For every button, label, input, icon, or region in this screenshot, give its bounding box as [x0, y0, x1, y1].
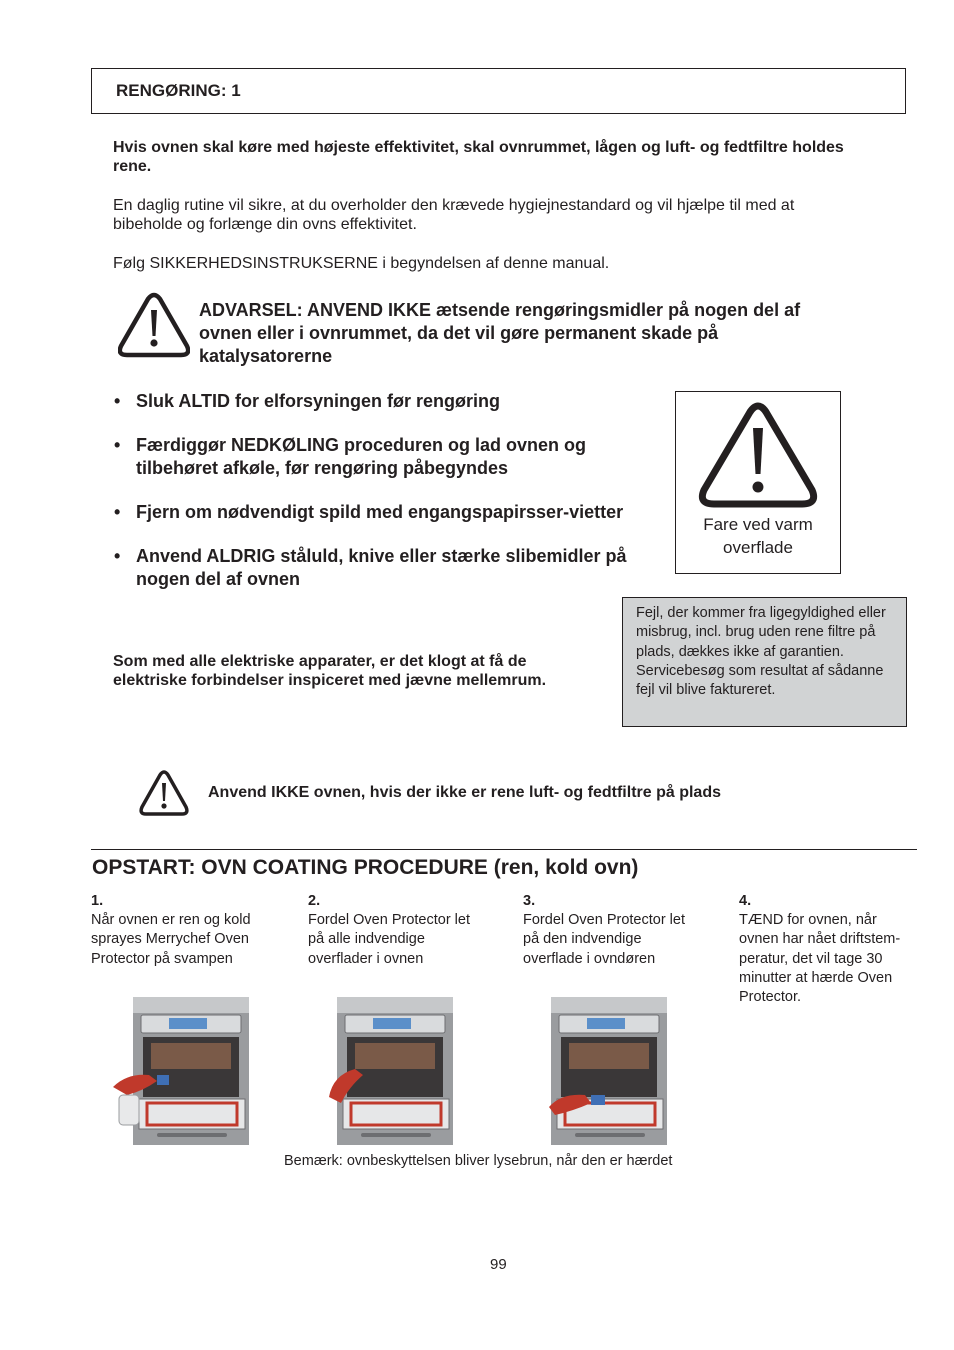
- step-3: [523, 892, 703, 969]
- list-item: • Anvend ALDRIG ståluld, knive eller stærke slibemidler på nogen del af ovnen: [112, 545, 632, 591]
- warning-corrosive-text: ADVARSEL: ANVEND IKKE ætsende rengøringsmidler på nogen del af ovnen eller i ovnrummet, da det vil gøre permanent skade på katalysatorerne: [199, 300, 801, 366]
- warning-icon: [139, 770, 189, 816]
- page-number: 99: [490, 1256, 507, 1273]
- hot-surface-warning-icon: [698, 402, 818, 510]
- step-number: 3.: [523, 893, 536, 909]
- warranty-note: Fejl, der kommer fra ligegyldighed eller misbrug, incl. brug uden rene filtre på plads, dækkes ikke af garantien. Servicebesøg som resultat af sådanne fejl vil blive faktureret.: [636, 605, 886, 699]
- coating-procedure-title: OPSTART: OVN COATING PROCEDURE (ren, kold ovn): [92, 856, 639, 879]
- intro-safety: Følg SIKKERHEDSINSTRUKSERNE i begyndelsen af denne manual.: [113, 255, 610, 272]
- electrical-note: Som med alle elektriske apparater, er det klogt at få de elektriske forbindelser inspiceret med jævne mellemrum.: [113, 653, 547, 689]
- oven-illustration-step-2: [321, 995, 461, 1145]
- section-title: RENGØRING: 1: [116, 81, 241, 100]
- intro-routine: En daglig rutine vil sikre, at du overholder den krævede hygiejnestandard og vil hjælpe til med at bibeholde og forlænge din ovns effektivitet.: [113, 197, 795, 233]
- section-header: [91, 68, 906, 114]
- step-text: Når ovnen er ren og kold sprayes Merrychef Oven Protector på svampen: [91, 912, 251, 967]
- section-divider: [91, 849, 917, 850]
- step-number: 4.: [739, 893, 752, 909]
- warning-filters-text: Anvend IKKE ovnen, hvis der ikke er rene luft- og fedtfiltre på plads: [208, 784, 721, 801]
- intro-bold: Hvis ovnen skal køre med højeste effektivitet, skal ovnrummet, lågen og luft- og fedtfiltre holdes rene.: [113, 139, 844, 175]
- cleaning-rules-list: [112, 390, 632, 612]
- step-4: [739, 892, 919, 1007]
- hardening-note: Bemærk: ovnbeskyttelsen bliver lysebrun, når den er hærdet: [284, 1153, 673, 1169]
- step-number: 1.: [91, 893, 104, 909]
- hot-surface-box: [675, 391, 841, 574]
- oven-illustration-step-3: [535, 995, 675, 1145]
- list-item: • Sluk ALTID for elforsyningen før rengøring: [112, 390, 632, 413]
- step-number: 2.: [308, 893, 321, 909]
- oven-illustration-step-1: [113, 995, 253, 1145]
- step-text: Fordel Oven Protector let på den indvendige overflade i ovndøren: [523, 912, 685, 967]
- warranty-note-box: [622, 597, 907, 727]
- hot-surface-label: Fare ved varm overflade: [703, 515, 813, 557]
- step-2: [308, 892, 488, 969]
- step-text: TÆND for ovnen, når ovnen har nået driftstem-peratur, det vil tage 30 minutter at hærde Oven Protector.: [739, 912, 901, 1006]
- warning-icon: [118, 292, 190, 358]
- step-text: Fordel Oven Protector let på alle indvendige overflader i ovnen: [308, 912, 470, 967]
- step-1: [91, 892, 281, 969]
- list-item: • Fjern om nødvendigt spild med engangspapirsser-vietter: [112, 501, 632, 524]
- list-item: • Færdiggør NEDKØLING proceduren og lad ovnen og tilbehøret afkøle, før rengøring påbegyndes: [112, 434, 632, 480]
